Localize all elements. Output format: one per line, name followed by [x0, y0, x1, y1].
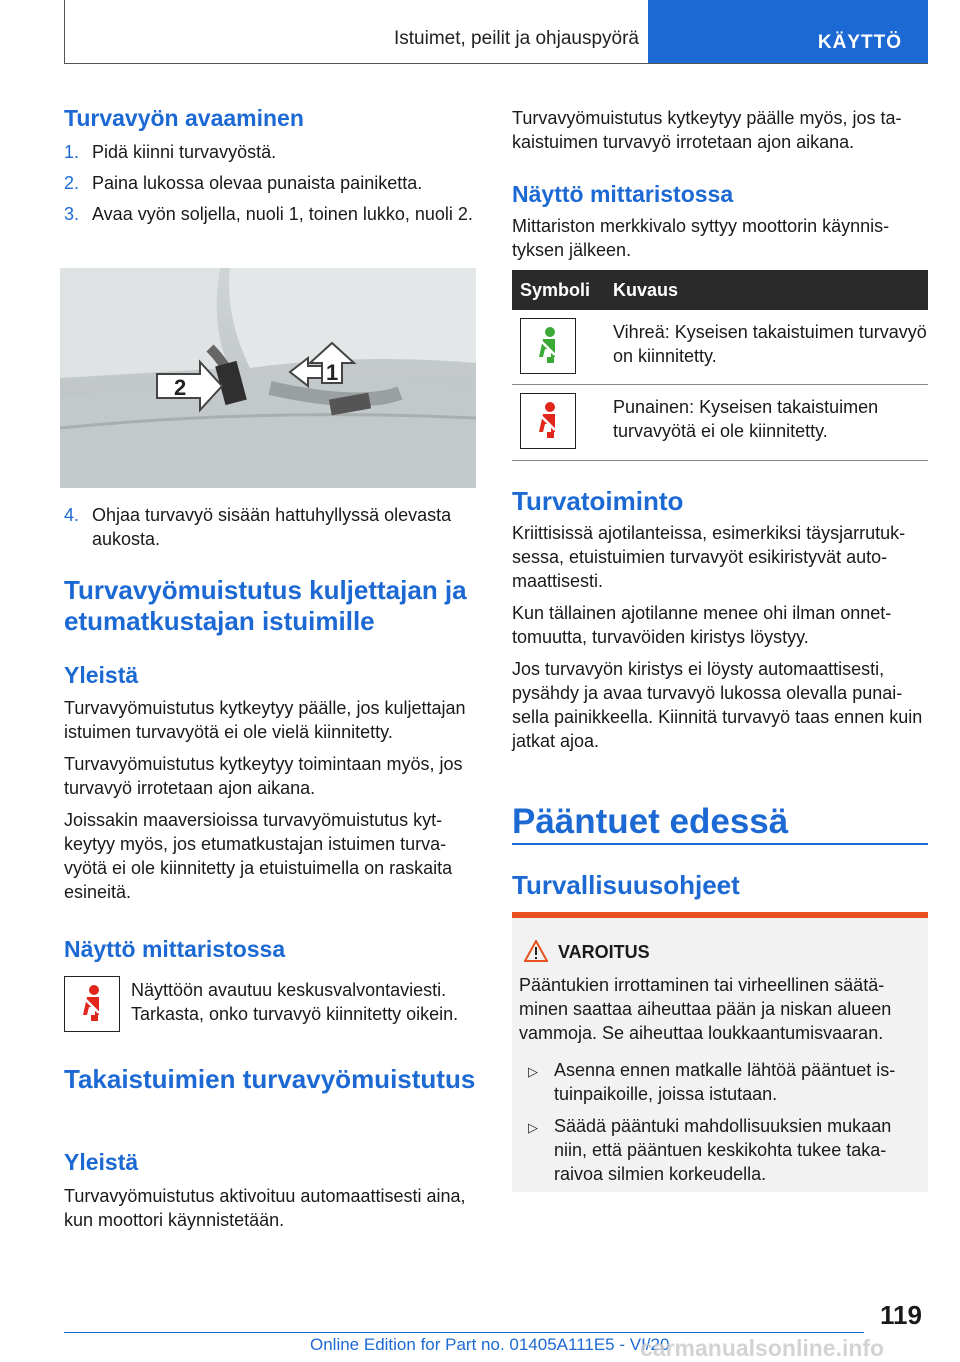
- chapter-title: Pääntuet edessä: [512, 802, 789, 841]
- paragraph: Joissakin maaversioissa turvavyömuistutus kytkeytyy myös, jos etumatkustajan istuimen turvavyötä ei ole kiinnitetty ja etuistuimella on raskaita esineitä.: [64, 810, 453, 902]
- heading-display: Näyttö mittaristossa: [64, 936, 286, 962]
- list-item: 4. Ohjaa turvavyö sisään hattuhyllyssä olevasta aukosta.: [64, 505, 452, 549]
- warning-icon: [524, 940, 548, 967]
- page-number: 119: [880, 1300, 922, 1330]
- chapter-rule: [512, 843, 928, 845]
- safety-function-text: [512, 521, 928, 753]
- heading-display-right: Näyttö mittaristossa: [512, 181, 734, 207]
- seatbelt-green-icon: [520, 318, 576, 374]
- table-row-divider: [512, 460, 928, 461]
- list-item: ▷ Asenna ennen matkalle lähtöä pääntuet istuinpaikoille, joissa istutaan.: [512, 1058, 922, 1106]
- steps-list: [64, 140, 476, 233]
- list-item: ▷ Säädä pääntuki mahdollisuuksien mukaan niin, että pääntuen keskikohta tukee takaraivoa silmien korkeudella.: [512, 1114, 922, 1186]
- step4-list: [64, 503, 476, 558]
- display-text-right: Mittariston merkkivalo syttyy moottorin käynnistyksen jälkeen.: [512, 216, 890, 260]
- paragraph: Turvavyömuistutus kytkeytyy päälle, jos kuljettajan istuimen turvavyötä ei ole vielä kiinnitetty.: [64, 698, 466, 742]
- table-row-green-text: Vihreä: Kyseisen takaistuimen turvavyö on kiinnitetty.: [613, 322, 927, 366]
- heading-safety-notes: Turvallisuusohjeet: [512, 870, 740, 900]
- intro-text: Turvavyömuistutus kytkeytyy päälle myös, jos takaistuimen turvavyö irrotetaan ajon aikana.: [512, 108, 902, 152]
- paragraph: Turvavyömuistutus kytkeytyy toimintaan myös, jos turvavyö irrotetaan ajon aikana.: [64, 754, 463, 798]
- table-row-red-text: Punainen: Kyseisen takaistuimen turvavyötä ei ole kiinnitetty.: [613, 397, 879, 441]
- seatbelt-red-icon: [520, 393, 576, 449]
- header-chapter-tab[interactable]: [648, 0, 928, 64]
- header-rule: [64, 63, 928, 64]
- heading-safety-function: Turvatoiminto: [512, 486, 684, 516]
- display-text: Näyttöön avautuu keskusvalvontaviesti. Tarkasta, onko turvavyö kiinnitetty oikein.: [131, 980, 459, 1024]
- warning-box: [512, 912, 928, 1192]
- table-col-symbol: Symboli: [520, 280, 591, 300]
- table-header: [512, 270, 928, 310]
- reminder-text: [64, 696, 476, 904]
- seatbelt-photo: [60, 268, 476, 488]
- rear-text: Turvavyömuistutus aktivoituu automaattisesti aina, kun moottori käynnistetään.: [64, 1186, 466, 1230]
- heading-rear-reminder: Takaistuimien turvavyömuistutus: [64, 1064, 476, 1094]
- seatbelt-red-icon: [64, 976, 120, 1032]
- list-item: 1. Pidä kiinni turvavyöstä.: [64, 142, 277, 162]
- watermark: carmanualsonline.info: [640, 1335, 885, 1361]
- header-tab-label: KÄYTTÖ: [817, 32, 902, 53]
- heading-unbuckle: Turvavyön avaaminen: [64, 105, 304, 131]
- paragraph: Kriittisissä ajotilanteissa, esimerkiksi täysjarrutuksessa, etuistuimien turvavyöt esikiristyvät automaattisesti.: [512, 523, 906, 591]
- photo-label-1: 1: [326, 360, 339, 385]
- header-section-title: Istuimet, peilit ja ohjauspyörä: [393, 28, 639, 49]
- bullet-triangle-icon: ▷: [528, 1064, 538, 1079]
- warning-text: Pääntukien irrottaminen tai virheellinen säätäminen saattaa aiheuttaa pään ja niskan alueen vammoja. Se aiheuttaa loukkaantumisvaaran.: [519, 975, 892, 1043]
- table-col-description: Kuvaus: [613, 280, 679, 300]
- paragraph: Jos turvavyön kiristys ei löysty automaattisesti, pysähdy ja avaa turvavyö lukossa olevalla punaisella painikkeella. Kiinnitä turvavyö taas ennen kuin jatkat ajoa.: [512, 659, 923, 751]
- footer-rule: [64, 1332, 864, 1333]
- heading-general-2: Yleistä: [64, 1149, 139, 1175]
- list-item: 3. Avaa vyön soljella, nuoli 1, toinen lukko, nuoli 2.: [64, 204, 473, 224]
- warning-bullets: [512, 1058, 922, 1186]
- list-item: 2. Paina lukossa olevaa punaista painiketta.: [64, 173, 423, 193]
- photo-label-2: 2: [174, 375, 187, 400]
- heading-general: Yleistä: [64, 662, 139, 688]
- bullet-triangle-icon: ▷: [528, 1120, 538, 1135]
- footer-edition: Online Edition for Part no. 01405A111E5 - VI/20: [310, 1335, 670, 1354]
- heading-reminder: Turvavyömuistutus kuljettajan ja etumatkustajan istuimille: [64, 575, 467, 636]
- table-row-divider: [512, 384, 928, 385]
- warning-title: VAROITUS: [558, 942, 650, 962]
- paragraph: Kun tällainen ajotilanne menee ohi ilman onnettomuutta, turvavöiden kiristys löystyy.: [512, 603, 892, 647]
